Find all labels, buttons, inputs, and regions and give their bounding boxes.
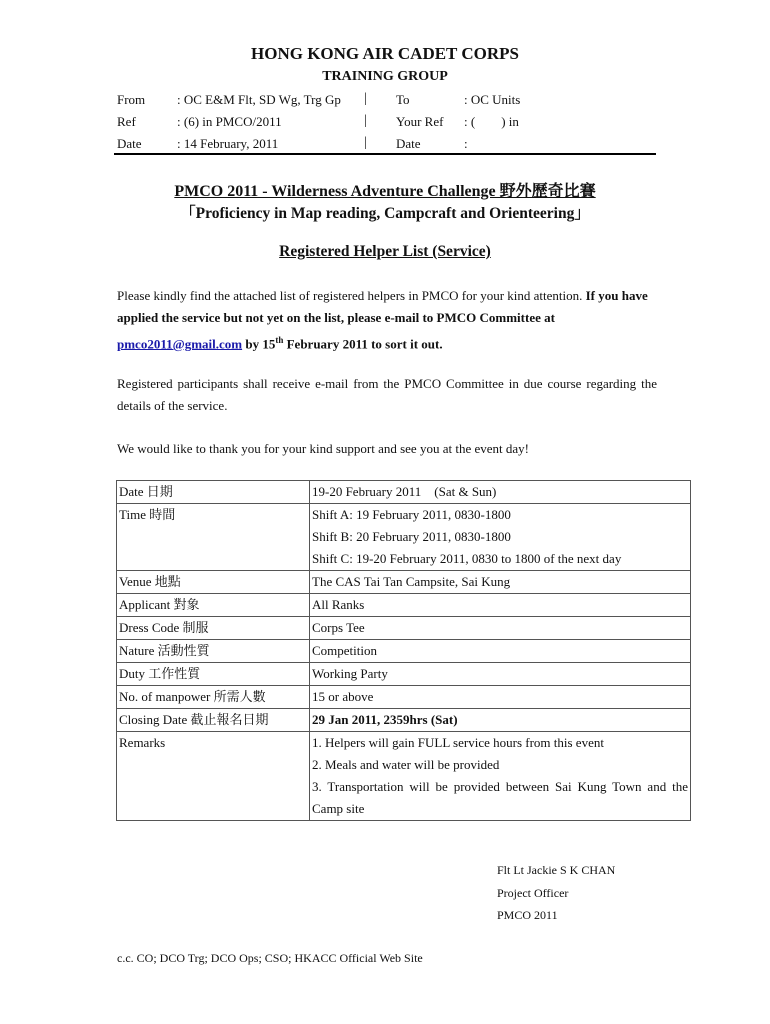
table-row (117, 617, 691, 640)
header-separator: | (364, 91, 367, 106)
table-row (117, 594, 691, 617)
document-title: PMCO 2011 - Wilderness Adventure Challenge 野外歷奇比賽 (174, 183, 596, 200)
table-row (117, 709, 691, 732)
applicant-cell-value: All Ranks (310, 594, 691, 617)
nature-cell-label: Nature 活動性質 (117, 640, 310, 663)
date-value: : 14 February, 2011 (177, 136, 279, 151)
to-label: To (396, 92, 410, 107)
intro-paragraph (117, 285, 657, 355)
document-subtitle: 「Proficiency in Map reading, Campcraft and Orienteering」 (180, 205, 590, 222)
list-title: Registered Helper List (Service) (279, 243, 491, 260)
your-ref-value: : ( ) in (464, 114, 519, 129)
date-label: Date (117, 136, 142, 151)
reply-date-label: Date (396, 136, 421, 151)
from-label: From (117, 92, 146, 107)
table-row (117, 481, 691, 504)
ordinal-suffix: th (275, 335, 284, 345)
table-row (117, 663, 691, 686)
remark-item: 3. Transportation will be provided between Sai Kung Town and the Camp site (312, 779, 688, 816)
intro-deadline-prefix: by 15 (245, 336, 276, 352)
table-row (117, 640, 691, 663)
organization-name: HONG KONG AIR CADET CORPS (251, 44, 519, 63)
venue-cell-value: The CAS Tai Tan Campsite, Sai Kung (310, 571, 691, 594)
remarks-cell-value (310, 732, 691, 821)
closing-date-cell-value: 29 Jan 2011, 2359hrs (Sat) (310, 709, 691, 732)
table-row (117, 686, 691, 709)
time-cell-value (310, 504, 691, 571)
from-value: : OC E&M Flt, SD Wg, Trg Gp (177, 92, 341, 107)
group-name: TRAINING GROUP (322, 69, 448, 84)
ref-value: : (6) in PMCO/2011 (177, 114, 282, 129)
manpower-cell-label: No. of manpower 所需人數 (117, 686, 310, 709)
date-cell-value: 19-20 February 2011 (Sat & Sun) (310, 481, 691, 504)
shift-c: Shift C: 19-20 February 2011, 0830 to 1800 of the next day (312, 551, 622, 566)
shift-b: Shift B: 20 February 2011, 0830-1800 (312, 529, 511, 544)
participants-paragraph: Registered participants shall receive e-mail from the PMCO Committee in due course regarding the details of the service. (117, 376, 657, 413)
table-row (117, 504, 691, 571)
remark-item: 2. Meals and water will be provided (312, 757, 500, 772)
reply-date-value: : (464, 136, 468, 151)
your-ref-label: Your Ref (396, 114, 444, 129)
remark-item: 1. Helpers will gain FULL service hours from this event (312, 735, 604, 750)
to-value: : OC Units (464, 92, 521, 107)
header-separator: | (364, 135, 367, 150)
signatory-unit: PMCO 2011 (497, 908, 558, 922)
intro-deadline: February 2011 to sort it out. (286, 336, 443, 352)
header-divider (114, 153, 656, 155)
date-cell-label: Date 日期 (117, 481, 310, 504)
header-separator: | (364, 113, 367, 128)
duty-cell-value: Working Party (310, 663, 691, 686)
table-row (117, 732, 691, 821)
intro-request: If you have applied the service but not yet on the list, please e-mail to PMCO Committee at (117, 288, 648, 325)
duty-cell-label: Duty 工作性質 (117, 663, 310, 686)
event-details-table (116, 480, 691, 821)
signatory-name: Flt Lt Jackie S K CHAN (497, 863, 616, 877)
table-row (117, 571, 691, 594)
remarks-cell-label: Remarks (117, 732, 310, 821)
manpower-cell-value: 15 or above (310, 686, 691, 709)
thanks-paragraph: We would like to thank you for your kind support and see you at the event day! (117, 441, 529, 456)
time-cell-label: Time 時間 (117, 504, 310, 571)
venue-cell-label: Venue 地點 (117, 571, 310, 594)
dress-code-cell-label: Dress Code 制服 (117, 617, 310, 640)
signatory-role: Project Officer (497, 886, 569, 900)
ref-label: Ref (117, 114, 136, 129)
closing-date-cell-label: Closing Date 截止報名日期 (117, 709, 310, 732)
dress-code-cell-value: Corps Tee (310, 617, 691, 640)
carbon-copy-line: c.c. CO; DCO Trg; DCO Ops; CSO; HKACC Official Web Site (117, 951, 423, 965)
email-link[interactable]: pmco2011@gmail.com (117, 336, 243, 352)
applicant-cell-label: Applicant 對象 (117, 594, 310, 617)
shift-a: Shift A: 19 February 2011, 0830-1800 (312, 507, 511, 522)
nature-cell-value: Competition (310, 640, 691, 663)
intro-text: Please kindly find the attached list of registered helpers in PMCO for your kind attention. (117, 288, 583, 303)
